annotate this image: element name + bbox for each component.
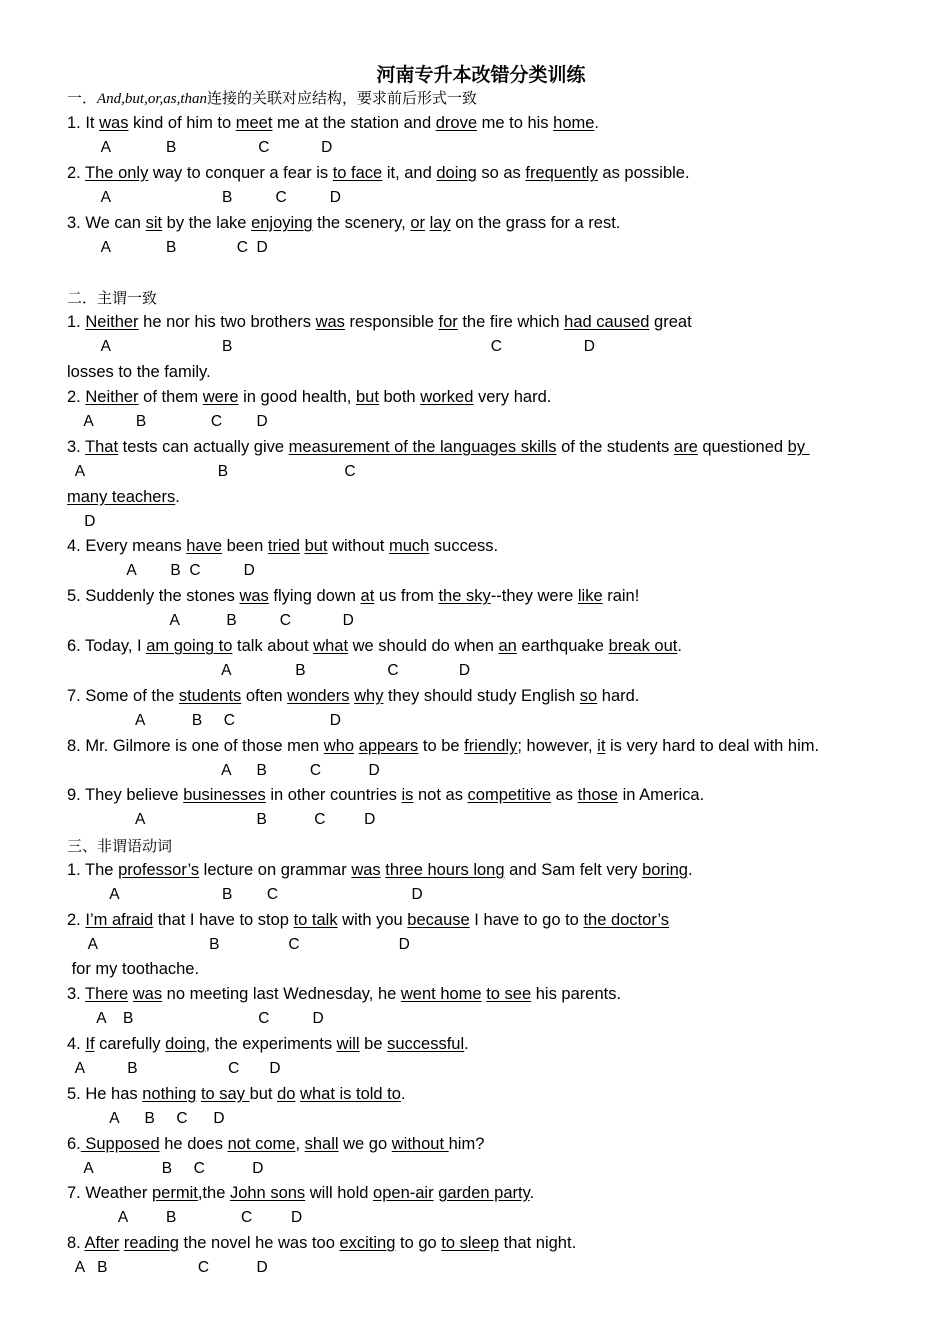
answer-option-labels: A B C D xyxy=(67,1060,281,1077)
underlined-segment: much xyxy=(388,537,430,555)
sentence-line xyxy=(67,736,819,756)
underlined-segment: friendly xyxy=(464,737,518,755)
text-segment: 8. Mr. Gilmore is one of those men xyxy=(67,737,324,755)
text-segment: 6. xyxy=(67,1135,81,1153)
text-segment: great xyxy=(649,313,692,331)
underlined-segment: for xyxy=(438,313,458,331)
answer-option-labels: A B C D xyxy=(67,712,341,729)
underlined-segment: had caused xyxy=(564,313,650,331)
text-segment: be xyxy=(359,1035,388,1053)
underlined-segment: reading xyxy=(123,1234,179,1252)
underlined-segment: is xyxy=(401,786,414,804)
underlined-segment: were xyxy=(202,388,239,406)
answer-option-labels: A B C D xyxy=(67,189,341,206)
text-segment: lecture on grammar xyxy=(199,861,352,879)
underlined-segment: have xyxy=(186,537,222,555)
sentence-line xyxy=(67,312,692,332)
underlined-segment: but xyxy=(355,388,379,406)
text-segment: I have to go to xyxy=(469,911,584,929)
underlined-segment: without xyxy=(391,1135,449,1153)
text-segment: us from xyxy=(374,587,439,605)
underlined-segment: After xyxy=(84,1234,120,1252)
underlined-segment: was xyxy=(315,313,345,331)
answer-option-labels: A B C D xyxy=(67,562,255,579)
text-segment: for my toothache. xyxy=(67,960,200,978)
underlined-segment: was xyxy=(239,587,269,605)
text-segment: success. xyxy=(429,537,499,555)
underlined-segment: drove xyxy=(435,114,478,132)
underlined-segment: to talk xyxy=(293,911,338,929)
sentence-line xyxy=(67,586,639,606)
text-segment: 3. xyxy=(67,985,86,1003)
underlined-segment: frequently xyxy=(525,164,598,182)
underlined-segment: If xyxy=(85,1035,95,1053)
text-segment: 5. He has xyxy=(67,1085,143,1103)
underlined-segment: Neither xyxy=(85,388,139,406)
text-segment: of the students xyxy=(556,438,674,456)
underlined-segment: the sky xyxy=(438,587,491,605)
text-segment: rain! xyxy=(602,587,640,605)
text-segment: as xyxy=(551,786,578,804)
sentence-line xyxy=(67,1084,406,1104)
underlined-segment: businesses xyxy=(183,786,266,804)
underlined-segment: lay xyxy=(429,214,451,232)
text-segment: . xyxy=(464,1035,469,1053)
text-segment: 6. Today, I xyxy=(67,637,147,655)
text-segment: to be xyxy=(418,737,465,755)
text-segment: very hard. xyxy=(473,388,552,406)
text-segment: flying down xyxy=(268,587,361,605)
text-segment: many teachers xyxy=(67,488,176,506)
text-segment: me at the station and xyxy=(272,114,436,132)
underlined-segment: break out xyxy=(608,637,678,655)
text-segment: 8. xyxy=(67,1234,85,1252)
text-segment: we should do when xyxy=(348,637,499,655)
sentence-line xyxy=(67,785,704,805)
sentence-line xyxy=(67,213,620,233)
text-segment: me to his xyxy=(477,114,554,132)
answer-option-labels: A B C D xyxy=(67,1010,324,1027)
text-segment: is very hard to deal with him. xyxy=(605,737,820,755)
underlined-segment: garden party xyxy=(438,1184,530,1202)
text-segment: and Sam felt very xyxy=(504,861,643,879)
underlined-segment: like xyxy=(577,587,603,605)
text-segment: . xyxy=(400,1085,406,1103)
section-3-heading: 三、非谓语动词 xyxy=(67,837,173,855)
text-segment: will hold xyxy=(305,1184,374,1202)
text-segment: . xyxy=(594,114,600,132)
answer-option-labels: A B C D xyxy=(67,139,333,156)
answer-option-labels: A B C D xyxy=(67,1259,268,1276)
text-segment: him? xyxy=(448,1135,485,1153)
underlined-segment: exciting xyxy=(339,1234,396,1252)
answer-option-labels: A B C D xyxy=(67,239,268,256)
sentence-line xyxy=(67,686,639,706)
sentence-line xyxy=(67,1134,484,1154)
underlined-segment: the doctor’s xyxy=(583,911,670,929)
underlined-segment: by xyxy=(787,438,810,456)
underlined-segment: was xyxy=(99,114,129,132)
underlined-segment: to sleep xyxy=(441,1234,500,1252)
underlined-segment: to say xyxy=(200,1085,250,1103)
underlined-segment: wonders xyxy=(287,687,350,705)
underlined-segment: I’m afraid xyxy=(85,911,154,929)
underlined-segment: nothing xyxy=(142,1085,197,1103)
text-segment: 2. xyxy=(67,911,86,929)
section-1-heading: 一．And,but,or,as,than连接的关联对应结构，要求前后形式一致 xyxy=(67,89,478,107)
sentence-line xyxy=(67,437,810,457)
underlined-segment: because xyxy=(407,911,470,929)
answer-option-labels: A B C D xyxy=(67,338,595,355)
text-segment: 2. xyxy=(67,164,86,182)
underlined-segment: There xyxy=(85,985,129,1003)
sentence-line xyxy=(67,1233,576,1253)
sentence-line xyxy=(67,163,690,183)
underlined-segment: tried xyxy=(267,537,300,555)
underlined-segment: or xyxy=(410,214,426,232)
answer-option-labels: A B C D xyxy=(67,1160,264,1177)
underlined-segment: doing xyxy=(165,1035,206,1053)
text-segment: . xyxy=(687,861,693,879)
underlined-segment: permit xyxy=(152,1184,198,1202)
section-2-heading: 二．主谓一致 xyxy=(67,289,158,307)
text-segment: but xyxy=(249,1085,278,1103)
underlined-segment: to face xyxy=(332,164,383,182)
text-segment: ; however, xyxy=(517,737,598,755)
text-segment: 7. Weather xyxy=(67,1184,152,1202)
text-segment: 1. The xyxy=(67,861,119,879)
sentence-line xyxy=(67,387,551,407)
underlined-segment: boring xyxy=(642,861,688,879)
underlined-segment: The only xyxy=(85,164,149,182)
text-segment: earthquake xyxy=(516,637,609,655)
text-segment: it, and xyxy=(382,164,437,182)
text-segment: so as xyxy=(476,164,526,182)
underlined-segment: That xyxy=(85,438,119,456)
answer-option-labels: A B C D xyxy=(67,762,380,779)
text-segment: in good health, xyxy=(238,388,356,406)
underlined-segment: professor’s xyxy=(118,861,200,879)
text-segment: often xyxy=(241,687,288,705)
answer-option-labels: A B C D xyxy=(67,1209,303,1226)
sentence-line xyxy=(67,959,199,979)
underlined-segment: not come xyxy=(227,1135,296,1153)
sentence-line xyxy=(67,362,211,382)
underlined-segment: who xyxy=(323,737,355,755)
answer-option-labels: A B C D xyxy=(67,612,354,629)
sentence-line xyxy=(67,984,621,1004)
text-segment: carefully xyxy=(94,1035,166,1053)
text-segment: 4. xyxy=(67,1035,86,1053)
underlined-segment: to see xyxy=(486,985,532,1003)
text-segment: responsible xyxy=(344,313,439,331)
underlined-segment: an xyxy=(498,637,517,655)
text-segment: both xyxy=(378,388,421,406)
underlined-segment: what xyxy=(313,637,349,655)
text-segment: ,the xyxy=(197,1184,230,1202)
text-segment: his parents. xyxy=(531,985,622,1003)
underlined-segment: meet xyxy=(235,114,273,132)
underlined-segment: was xyxy=(351,861,381,879)
underlined-segment: shall xyxy=(304,1135,339,1153)
text-segment: way to conquer a fear is xyxy=(148,164,333,182)
text-segment: --they were xyxy=(490,587,578,605)
text-segment: questioned xyxy=(697,438,788,456)
underlined-segment: measurement of the languages skills xyxy=(288,438,557,456)
text-segment: the novel he was too xyxy=(178,1234,340,1252)
answer-option-labels: A B C D xyxy=(67,886,423,903)
underlined-segment: three hours long xyxy=(385,861,505,879)
text-segment: kind of him to xyxy=(128,114,236,132)
text-segment: in America. xyxy=(617,786,705,804)
text-segment: by the lake xyxy=(162,214,252,232)
answer-option-labels: A B C D xyxy=(67,1110,225,1127)
text-segment: to go xyxy=(395,1234,442,1252)
sentence-line xyxy=(67,487,180,507)
text-segment: 1. xyxy=(67,313,86,331)
text-segment: talk about xyxy=(232,637,314,655)
underlined-segment: do xyxy=(277,1085,296,1103)
text-segment: not as xyxy=(413,786,468,804)
text-segment: , xyxy=(295,1135,305,1153)
underlined-segment: appears xyxy=(358,737,419,755)
text-segment: with you xyxy=(337,911,408,929)
underlined-segment: Neither xyxy=(85,313,139,331)
text-segment: the scenery, xyxy=(312,214,411,232)
sentence-line xyxy=(67,113,599,133)
underlined-segment: was xyxy=(132,985,163,1003)
underlined-segment: are xyxy=(673,438,698,456)
text-segment: as possible. xyxy=(597,164,690,182)
text-segment: that night. xyxy=(499,1234,577,1252)
text-segment: they should study English xyxy=(383,687,580,705)
answer-option-labels: A B C D xyxy=(67,811,376,828)
answer-option-labels: D xyxy=(67,513,96,530)
underlined-segment: it xyxy=(597,737,606,755)
answer-option-labels: A B C D xyxy=(67,413,268,430)
underlined-segment: am going to xyxy=(146,637,233,655)
underlined-segment: John sons xyxy=(229,1184,306,1202)
underlined-segment: but xyxy=(304,537,328,555)
text-segment: 4. Every means xyxy=(67,537,187,555)
underlined-segment: . xyxy=(175,488,180,506)
underlined-segment: why xyxy=(354,687,384,705)
text-segment: that I have to stop xyxy=(153,911,294,929)
underlined-segment: those xyxy=(577,786,618,804)
underlined-segment: at xyxy=(360,587,375,605)
answer-option-labels: A B C xyxy=(67,463,356,480)
sentence-line xyxy=(67,536,498,556)
text-segment: he does xyxy=(159,1135,228,1153)
text-segment: in other countries xyxy=(265,786,402,804)
underlined-segment: competitive xyxy=(467,786,551,804)
text-segment: 1. It xyxy=(67,114,100,132)
text-segment: without xyxy=(327,537,389,555)
underlined-segment: doing xyxy=(436,164,477,182)
sentence-line xyxy=(67,636,682,656)
underlined-segment: Supposed xyxy=(80,1135,160,1153)
text-segment: . xyxy=(677,637,682,655)
underlined-segment: successful xyxy=(387,1035,465,1053)
text-segment: 3. xyxy=(67,438,86,456)
text-segment: 7. Some of the xyxy=(67,687,179,705)
sentence-line xyxy=(67,860,693,880)
text-segment: 2. xyxy=(67,388,86,406)
text-segment: he nor his two brothers xyxy=(138,313,316,331)
sentence-line xyxy=(67,1034,469,1054)
underlined-segment: what is told to xyxy=(300,1085,401,1103)
text-segment: , the experiments xyxy=(205,1035,337,1053)
text-segment: we go xyxy=(338,1135,392,1153)
text-segment: hard. xyxy=(597,687,640,705)
text-segment: tests can actually give xyxy=(118,438,289,456)
text-segment: the fire which xyxy=(457,313,565,331)
text-segment: no meeting last Wednesday, he xyxy=(162,985,401,1003)
text-segment: been xyxy=(222,537,268,555)
underlined-segment: worked xyxy=(420,388,474,406)
underlined-segment: enjoying xyxy=(251,214,313,232)
text-segment: on the grass for a rest. xyxy=(450,214,621,232)
text-segment: losses to the family. xyxy=(67,363,211,381)
text-segment: of them xyxy=(138,388,203,406)
answer-option-labels: A B C D xyxy=(67,936,410,953)
underlined-segment: so xyxy=(579,687,598,705)
underlined-segment: sit xyxy=(145,214,163,232)
underlined-segment: will xyxy=(336,1035,360,1053)
sentence-line xyxy=(67,1183,534,1203)
underlined-segment: went home xyxy=(400,985,482,1003)
answer-option-labels: A B C D xyxy=(67,662,471,679)
document-title: 河南专升本改错分类训练 xyxy=(376,64,586,86)
text-segment: . xyxy=(529,1184,535,1202)
text-segment: 9. They believe xyxy=(67,786,184,804)
underlined-segment: students xyxy=(178,687,242,705)
text-segment: 5. Suddenly the stones xyxy=(67,587,240,605)
sentence-line xyxy=(67,910,669,930)
underlined-segment: open-air xyxy=(373,1184,434,1202)
text-segment: 3. We can xyxy=(67,214,146,232)
underlined-segment: home xyxy=(553,114,595,132)
